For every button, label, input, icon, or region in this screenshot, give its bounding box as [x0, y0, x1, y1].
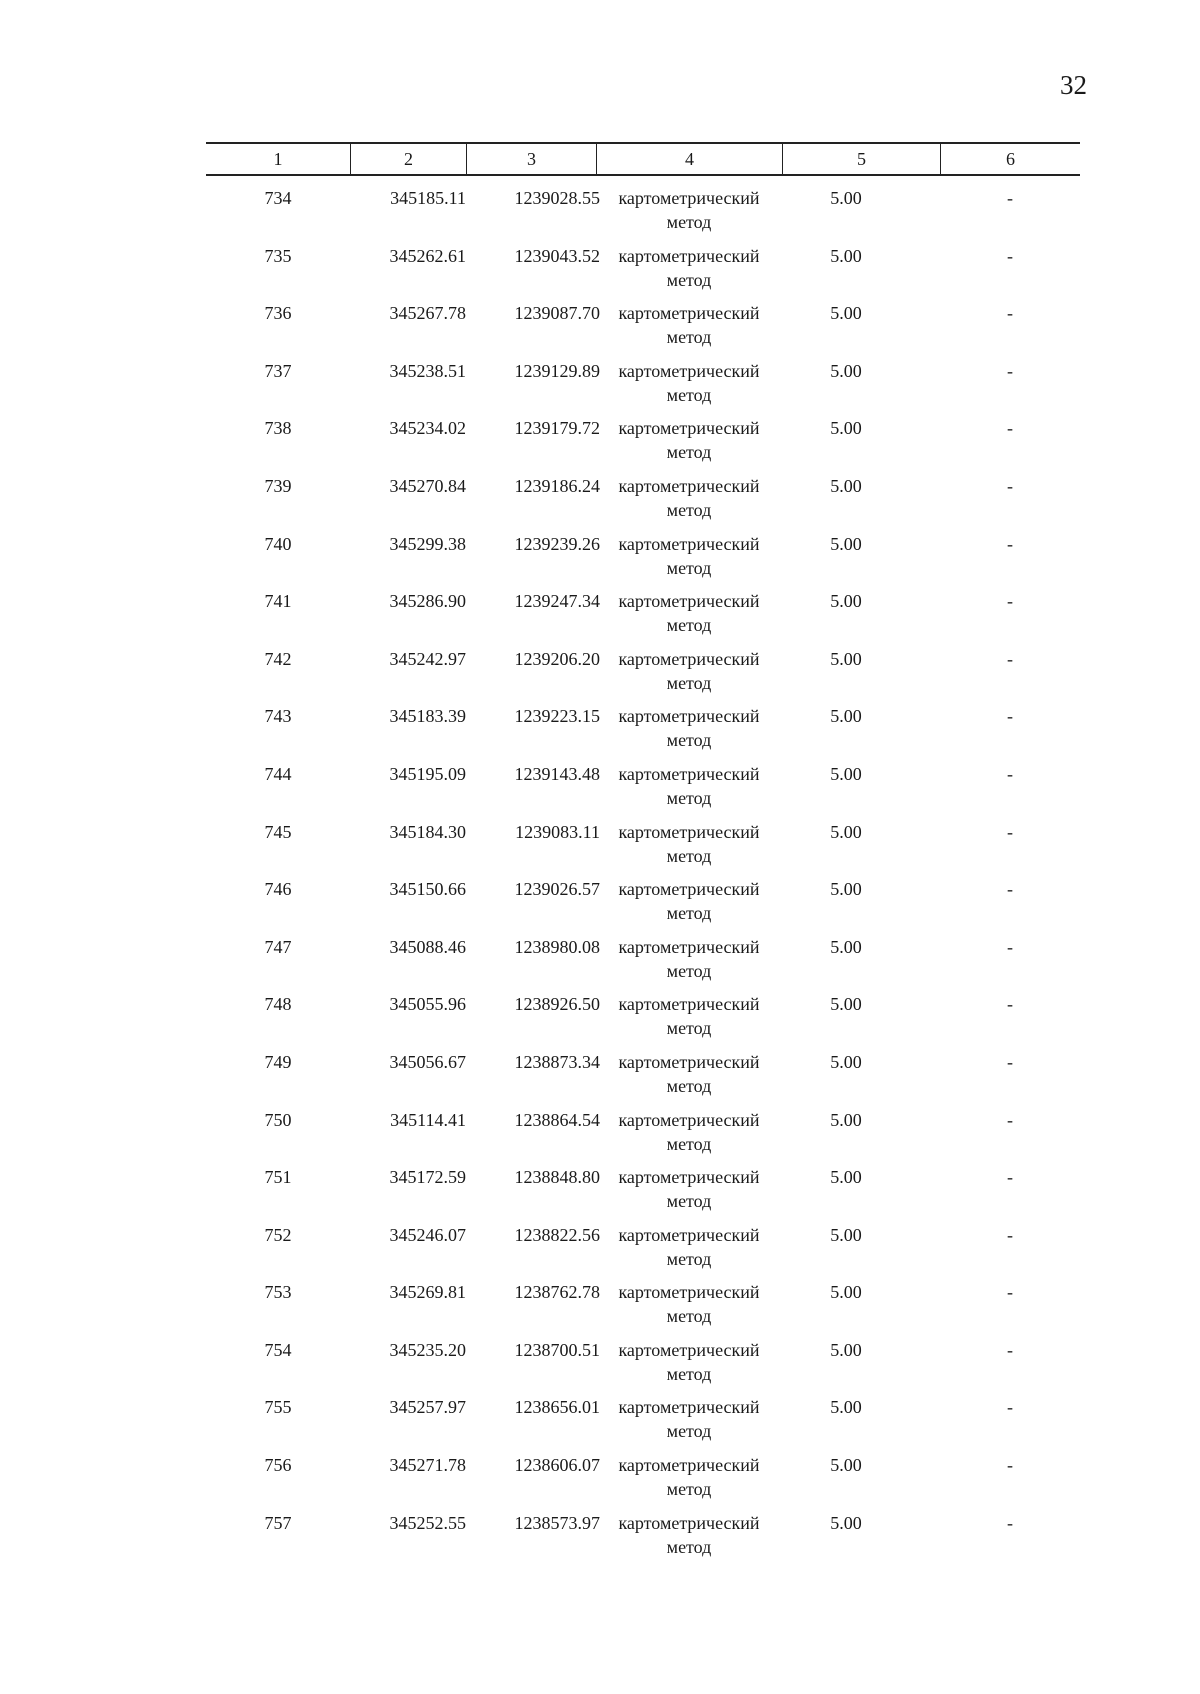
table-row — [206, 186, 1080, 244]
note-cell: - — [1007, 1051, 1013, 1072]
x-coordinate-cell: 345235.20 — [389, 1339, 466, 1360]
header-col-3: 3 — [466, 144, 596, 174]
x-coordinate-cell: 345172.59 — [389, 1167, 466, 1188]
method-cell: картометрический метод — [618, 1109, 760, 1154]
accuracy-cell: 5.00 — [830, 1051, 862, 1072]
y-coordinate-cell: 1239026.57 — [514, 879, 600, 900]
x-coordinate-cell: 345286.90 — [389, 591, 466, 612]
y-coordinate-cell: 1239083.11 — [515, 821, 600, 842]
point-number-cell: 743 — [264, 706, 292, 727]
point-number-cell: 736 — [264, 303, 292, 324]
x-coordinate-cell: 345269.81 — [389, 1282, 466, 1303]
table-row — [206, 762, 1080, 820]
accuracy-cell: 5.00 — [830, 245, 862, 266]
y-coordinate-cell: 1239129.89 — [514, 360, 600, 381]
y-coordinate-cell: 1239223.15 — [514, 706, 600, 727]
method-cell: картометрический метод — [618, 303, 760, 348]
note-cell: - — [1007, 763, 1013, 784]
x-coordinate-cell: 345183.39 — [389, 706, 466, 727]
note-cell: - — [1007, 936, 1013, 957]
point-number-cell: 740 — [264, 533, 292, 554]
accuracy-cell: 5.00 — [830, 475, 862, 496]
accuracy-cell: 5.00 — [830, 879, 862, 900]
note-cell: - — [1007, 1167, 1013, 1188]
point-number-cell: 741 — [264, 591, 292, 612]
note-cell: - — [1007, 188, 1013, 208]
method-cell: картометрический метод — [618, 1224, 760, 1269]
method-cell: картометрический метод — [618, 763, 760, 808]
note-cell: - — [1007, 533, 1013, 554]
x-coordinate-cell: 345246.07 — [389, 1224, 466, 1245]
accuracy-cell: 5.00 — [830, 1224, 862, 1245]
table-body — [206, 186, 1080, 1568]
note-cell: - — [1007, 418, 1013, 439]
table-row — [206, 647, 1080, 705]
note-cell: - — [1007, 1339, 1013, 1360]
accuracy-cell: 5.00 — [830, 1397, 862, 1418]
point-number-cell: 747 — [264, 936, 292, 957]
y-coordinate-cell: 1239043.52 — [514, 245, 600, 266]
x-coordinate-cell: 345055.96 — [389, 994, 466, 1015]
point-number-cell: 757 — [264, 1512, 292, 1533]
accuracy-cell: 5.00 — [830, 418, 862, 439]
y-coordinate-cell: 1239247.34 — [514, 591, 600, 612]
point-number-cell: 737 — [264, 360, 292, 381]
x-coordinate-cell: 345234.02 — [389, 418, 466, 439]
point-number-cell: 748 — [264, 994, 292, 1015]
header-col-2: 2 — [350, 144, 466, 174]
method-cell: картометрический метод — [618, 706, 760, 751]
method-cell: картометрический метод — [618, 1167, 760, 1212]
point-number-cell: 734 — [264, 188, 292, 208]
accuracy-cell: 5.00 — [830, 188, 862, 208]
note-cell: - — [1007, 1109, 1013, 1130]
table-row — [206, 704, 1080, 762]
y-coordinate-cell: 1239186.24 — [514, 475, 600, 496]
accuracy-cell: 5.00 — [830, 533, 862, 554]
y-coordinate-cell: 1238606.07 — [514, 1455, 600, 1476]
header-col-5: 5 — [782, 144, 940, 174]
note-cell: - — [1007, 245, 1013, 266]
point-number-cell: 744 — [264, 763, 292, 784]
accuracy-cell: 5.00 — [830, 994, 862, 1015]
x-coordinate-cell: 345299.38 — [389, 533, 466, 554]
accuracy-cell: 5.00 — [830, 821, 862, 842]
accuracy-cell: 5.00 — [830, 1455, 862, 1476]
method-cell: картометрический метод — [618, 188, 760, 232]
y-coordinate-cell: 1239143.48 — [514, 763, 600, 784]
header-col-4: 4 — [596, 144, 782, 174]
point-number-cell: 735 — [264, 245, 292, 266]
accuracy-cell: 5.00 — [830, 303, 862, 324]
x-coordinate-cell: 345150.66 — [389, 879, 466, 900]
point-number-cell: 749 — [264, 1051, 292, 1072]
note-cell: - — [1007, 1282, 1013, 1303]
table-row — [206, 589, 1080, 647]
y-coordinate-cell: 1239028.55 — [514, 188, 600, 208]
y-coordinate-cell: 1238926.50 — [514, 994, 600, 1015]
y-coordinate-cell: 1238822.56 — [514, 1224, 600, 1245]
point-number-cell: 738 — [264, 418, 292, 439]
page-number: 32 — [1060, 70, 1087, 100]
x-coordinate-cell: 345267.78 — [389, 303, 466, 324]
method-cell: картометрический метод — [618, 1455, 760, 1500]
y-coordinate-cell: 1238573.97 — [514, 1512, 600, 1533]
accuracy-cell: 5.00 — [830, 648, 862, 669]
table-row — [206, 359, 1080, 417]
y-coordinate-cell: 1238700.51 — [514, 1339, 600, 1360]
method-cell: картометрический метод — [618, 591, 760, 636]
table-row — [206, 244, 1080, 302]
x-coordinate-cell: 345114.41 — [390, 1109, 466, 1130]
x-coordinate-cell: 345262.61 — [389, 245, 466, 266]
table-row — [206, 532, 1080, 590]
point-number-cell: 752 — [264, 1224, 292, 1245]
note-cell: - — [1007, 821, 1013, 842]
note-cell: - — [1007, 303, 1013, 324]
method-cell: картометрический метод — [618, 475, 760, 520]
method-cell: картометрический метод — [618, 879, 760, 924]
note-cell: - — [1007, 1512, 1013, 1533]
accuracy-cell: 5.00 — [830, 1339, 862, 1360]
x-coordinate-cell: 345184.30 — [389, 821, 466, 842]
note-cell: - — [1007, 1455, 1013, 1476]
accuracy-cell: 5.00 — [830, 1109, 862, 1130]
point-number-cell: 754 — [264, 1339, 292, 1360]
point-number-cell: 751 — [264, 1167, 292, 1188]
method-cell: картометрический метод — [618, 245, 760, 290]
method-cell: картометрический метод — [618, 418, 760, 463]
y-coordinate-cell: 1238762.78 — [514, 1282, 600, 1303]
table-row — [206, 1280, 1080, 1338]
x-coordinate-cell: 345252.55 — [389, 1512, 466, 1533]
point-number-cell: 745 — [264, 821, 292, 842]
table-row — [206, 1050, 1080, 1108]
x-coordinate-cell: 345238.51 — [389, 360, 466, 381]
method-cell: картометрический метод — [618, 821, 760, 866]
note-cell: - — [1007, 648, 1013, 669]
note-cell: - — [1007, 475, 1013, 496]
note-cell: - — [1007, 591, 1013, 612]
point-number-cell: 739 — [264, 475, 292, 496]
accuracy-cell: 5.00 — [830, 763, 862, 784]
table-row — [206, 301, 1080, 359]
point-number-cell: 750 — [264, 1109, 292, 1130]
table-row — [206, 820, 1080, 878]
method-cell: картометрический метод — [618, 936, 760, 981]
y-coordinate-cell: 1238980.08 — [514, 936, 600, 957]
point-number-cell: 746 — [264, 879, 292, 900]
accuracy-cell: 5.00 — [830, 1512, 862, 1533]
table-row — [206, 1223, 1080, 1281]
table-row — [206, 1511, 1080, 1569]
method-cell: картометрический метод — [618, 533, 760, 578]
table-row — [206, 992, 1080, 1050]
y-coordinate-cell: 1238873.34 — [514, 1051, 600, 1072]
y-coordinate-cell: 1239206.20 — [514, 648, 600, 669]
table-row — [206, 416, 1080, 474]
point-number-cell: 742 — [264, 648, 292, 669]
accuracy-cell: 5.00 — [830, 1167, 862, 1188]
method-cell: картометрический метод — [618, 1512, 760, 1557]
method-cell: картометрический метод — [618, 1282, 760, 1327]
x-coordinate-cell: 345056.67 — [389, 1051, 466, 1072]
y-coordinate-cell: 1238864.54 — [514, 1109, 600, 1130]
method-cell: картометрический метод — [618, 1339, 760, 1384]
method-cell: картометрический метод — [618, 648, 760, 693]
table-header — [206, 142, 1080, 176]
method-cell: картометрический метод — [618, 1397, 760, 1442]
accuracy-cell: 5.00 — [830, 706, 862, 727]
note-cell: - — [1007, 994, 1013, 1015]
point-number-cell: 756 — [264, 1455, 292, 1476]
accuracy-cell: 5.00 — [830, 591, 862, 612]
point-number-cell: 755 — [264, 1397, 292, 1418]
header-col-6: 6 — [940, 144, 1080, 174]
table-row — [206, 1395, 1080, 1453]
table-row — [206, 1108, 1080, 1166]
table-row — [206, 877, 1080, 935]
note-cell: - — [1007, 879, 1013, 900]
x-coordinate-cell: 345270.84 — [389, 475, 466, 496]
table-row — [206, 1453, 1080, 1511]
x-coordinate-cell: 345185.11 — [390, 188, 466, 208]
table-row — [206, 1165, 1080, 1223]
x-coordinate-cell: 345257.97 — [389, 1397, 466, 1418]
y-coordinate-cell: 1239087.70 — [514, 303, 600, 324]
table-row — [206, 474, 1080, 532]
y-coordinate-cell: 1239179.72 — [514, 418, 600, 439]
header-col-1: 1 — [273, 149, 283, 169]
y-coordinate-cell: 1238848.80 — [514, 1167, 600, 1188]
note-cell: - — [1007, 1224, 1013, 1245]
x-coordinate-cell: 345271.78 — [389, 1455, 466, 1476]
note-cell: - — [1007, 1397, 1013, 1418]
method-cell: картометрический метод — [618, 1051, 760, 1096]
method-cell: картометрический метод — [618, 360, 760, 405]
table-row — [206, 935, 1080, 993]
x-coordinate-cell: 345088.46 — [389, 936, 466, 957]
y-coordinate-cell: 1238656.01 — [514, 1397, 600, 1418]
table-row — [206, 1338, 1080, 1396]
note-cell: - — [1007, 706, 1013, 727]
accuracy-cell: 5.00 — [830, 1282, 862, 1303]
accuracy-cell: 5.00 — [830, 936, 862, 957]
point-number-cell: 753 — [264, 1282, 292, 1303]
x-coordinate-cell: 345195.09 — [389, 763, 466, 784]
note-cell: - — [1007, 360, 1013, 381]
y-coordinate-cell: 1239239.26 — [514, 533, 600, 554]
x-coordinate-cell: 345242.97 — [389, 648, 466, 669]
method-cell: картометрический метод — [618, 994, 760, 1039]
accuracy-cell: 5.00 — [830, 360, 862, 381]
